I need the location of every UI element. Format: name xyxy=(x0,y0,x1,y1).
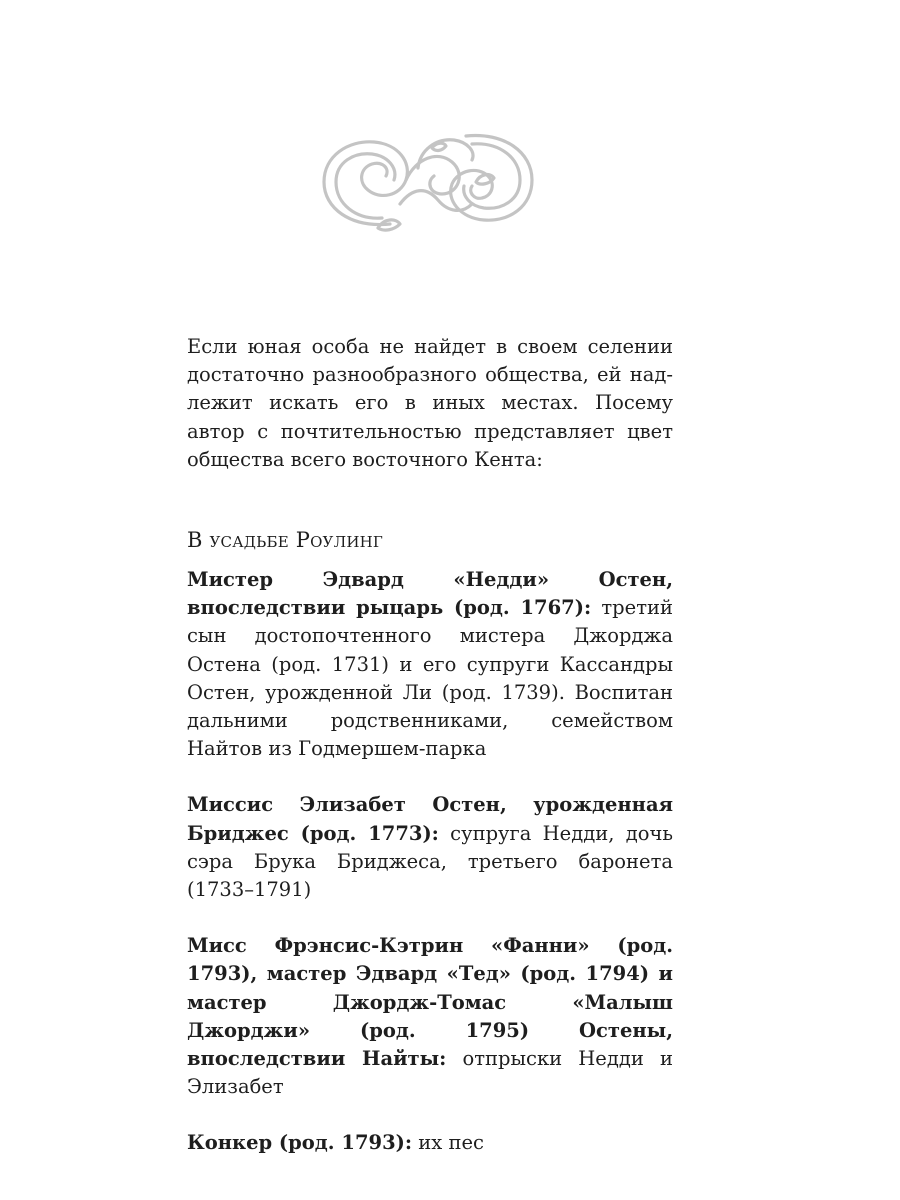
character-entry xyxy=(187,1129,673,1157)
character-description: отпрыски Недди и Элизабет xyxy=(187,1047,673,1099)
character-name: Миссис Элизабет Остен, урожденная Бриджес (род. 1773): xyxy=(187,793,673,845)
character-entry xyxy=(187,566,673,763)
character-name: Конкер (род. 1793): xyxy=(187,1131,413,1155)
character-entry xyxy=(187,791,673,904)
character-name: Мисс Фрэнсис-Кэтрин «Фанни» (род. 1793), мастер Эдвард «Тед» (род. 1794) и мастер Джордж-Томас «Малыш Джорджи» (род. 1795) Остены, впоследствии Найты: xyxy=(187,934,673,1071)
intro-paragraph: Если юная особа не найдет в своем селении достаточно разнообразного общества, ей надлежит искать его в иных местах. Посему автор с почтительностью представляет цвет общества всего восточного Кента: xyxy=(187,335,673,471)
character-description: их пес xyxy=(412,1131,484,1155)
flourish-ornament-icon xyxy=(320,128,536,232)
character-name: Мистер Эдвард «Недди» Остен, впоследствии рыцарь (род. 1767): xyxy=(187,568,673,620)
character-entry xyxy=(187,932,673,1101)
character-description: супруга Недди, дочь сэра Брука Бриджеса, третьего баронета (1733–1791) xyxy=(187,821,673,902)
text-column xyxy=(187,333,673,1186)
character-description: третий сын достопочтенного мистера Джорджа Остена (род. 1731) и его супруги Кассандры Остен, урожденной Ли (род. 1739). Воспитан дальними родственниками, семейством Найтов из Годмершем-парка xyxy=(187,596,673,761)
section-heading: В усадьбе Роулинг xyxy=(187,528,384,553)
